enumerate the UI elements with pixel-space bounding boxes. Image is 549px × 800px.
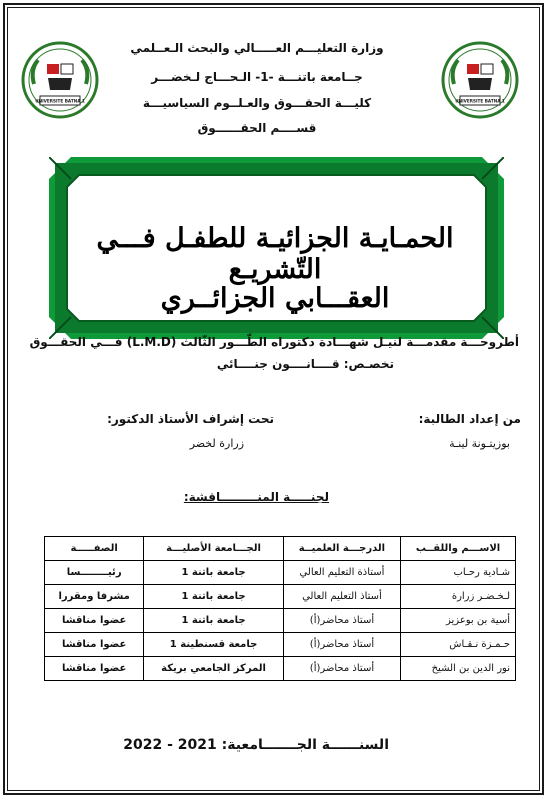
table-row	[45, 633, 516, 657]
member-rank: أستاذة التعليم العالي	[283, 561, 400, 585]
ministry-name: وزارة التعليـــم العـــــالي والبحث الـعــلمي	[130, 41, 384, 55]
prepared-by-label: من إعداد الطالبة:	[418, 412, 521, 426]
member-role: مشرفا ومقررا	[45, 585, 144, 609]
header-university: الجـــامعة الأصليـــة	[144, 537, 284, 561]
thesis-title-line-1: الحمـايـة الجزائيـة للطفـل فـــي التّشريـع	[96, 223, 454, 285]
member-university: المركز الجامعي بريكة	[144, 657, 284, 681]
member-role: عضوا مناقشا	[45, 609, 144, 633]
table-row	[45, 657, 516, 681]
member-role: عضوا مناقشا	[45, 657, 144, 681]
jury-table	[44, 536, 516, 681]
jury-title: لجنـــــة المنـــــــــاقشة:	[183, 490, 329, 504]
header-name: الاســـم واللقــب	[401, 537, 516, 561]
table-row	[45, 561, 516, 585]
supervisor-name: زرارة لخضر	[189, 437, 244, 450]
supervisor-label: تحت إشراف الأستاذ الدكتور:	[107, 412, 274, 426]
faculty-name: كليـــة الحقـــوق والعـلــوم السياسيـــة	[142, 96, 372, 110]
member-name: لـخـضـر زرارة	[401, 585, 516, 609]
member-name: شـادية رحـاب	[401, 561, 516, 585]
university-logo-left	[20, 40, 100, 120]
member-name: حـمـزة نـقـاش	[401, 633, 516, 657]
member-university: جامعة قسنطينة 1	[144, 633, 284, 657]
member-name: نور الدين بن الشيخ	[401, 657, 516, 681]
department-name: قســــم الحقــــــوق	[197, 121, 317, 135]
header-role: الصفـــــة	[45, 537, 144, 561]
academic-year: السنــــــة الجـــــــامعية: 2021 - 2022	[123, 737, 389, 753]
jury-header-row	[45, 537, 516, 561]
member-university: جامعة باتنة 1	[144, 609, 284, 633]
member-rank: أستاذ محاضر(أ)	[283, 657, 400, 681]
header-rank: الدرجـــة العلميــة	[283, 537, 400, 561]
member-rank: أستاذ محاضر(أ)	[283, 609, 400, 633]
university-logo-right	[440, 40, 520, 120]
member-name: أسية بن بوعزيز	[401, 609, 516, 633]
member-rank: أستاذ التعليم العالي	[283, 585, 400, 609]
member-rank: أستاذ محاضر(أ)	[283, 633, 400, 657]
table-row	[45, 609, 516, 633]
svg-text:UNIVERSITE BATNA 1: UNIVERSITE BATNA 1	[455, 98, 505, 104]
thesis-statement: أطروحـــة مقدمـــة لنيـل شهـــادة دكتوراه الطّـــور الثّالث (L.M.D) فـــي الحقـــوق	[29, 335, 519, 349]
table-row	[45, 585, 516, 609]
member-university: جامعة باتنة 1	[144, 561, 284, 585]
member-role: عضوا مناقشا	[45, 633, 144, 657]
thesis-title-line-2: العقـــابي الجزائــري	[160, 283, 390, 314]
university-name: جــامعة باتنـــة -1- الـحـــاج لـخضـــر	[151, 70, 363, 84]
member-university: جامعة باتنة 1	[144, 585, 284, 609]
student-name: بوزيتـونة لينـة	[449, 437, 510, 450]
svg-text:UNIVERSITE BATNA 1: UNIVERSITE BATNA 1	[35, 98, 85, 104]
member-role: رئيــــــــسا	[45, 561, 144, 585]
specialization: تخصـص: قــــانــــون جنــــائي	[216, 357, 394, 371]
